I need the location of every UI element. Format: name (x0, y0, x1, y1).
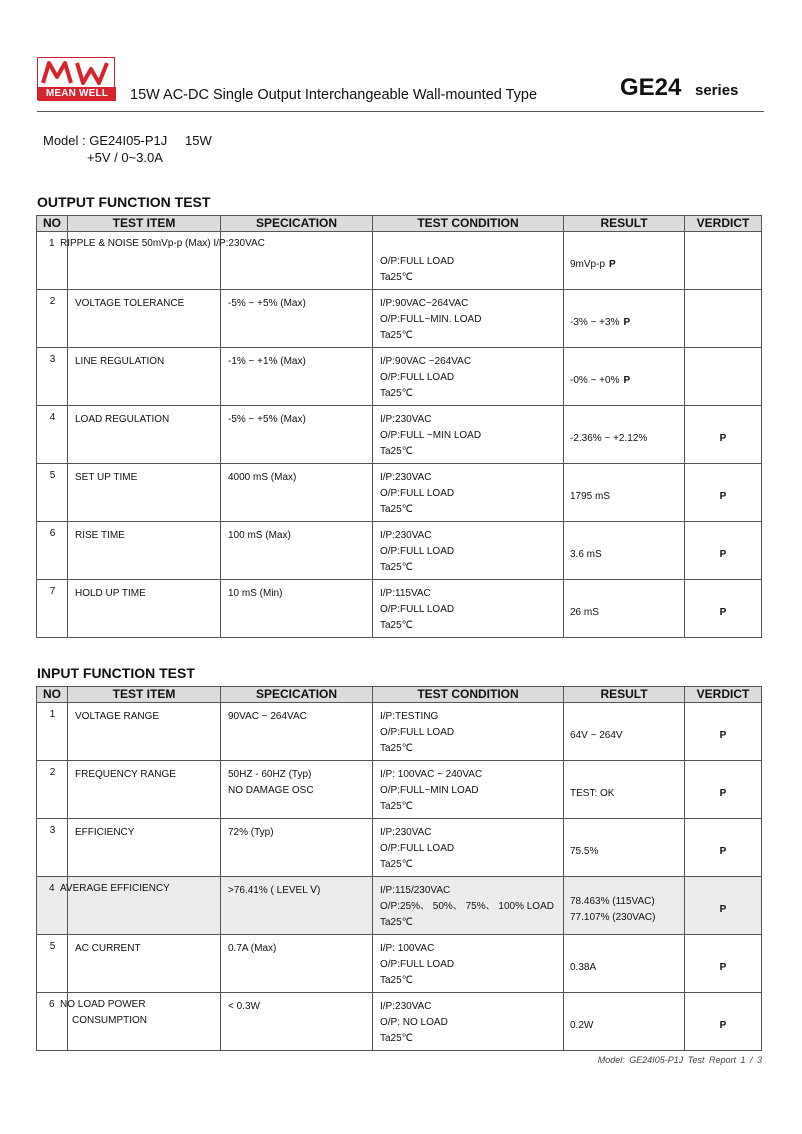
cell-no (37, 935, 68, 993)
test-item-text: NO LOAD POWER (60, 999, 146, 1010)
test-item-text: AC CURRENT (75, 943, 141, 954)
result-line: 1795 mS (570, 490, 611, 502)
cell-test-condition (373, 232, 564, 290)
condition-text (380, 296, 481, 344)
result-line: 77.107% (230VAC) (570, 911, 656, 923)
result-line: 26 mS (570, 606, 599, 618)
cell-verdict (685, 406, 762, 464)
row-number: 2 (49, 296, 56, 307)
result-line: 75.5% (570, 845, 599, 857)
table-row (37, 703, 762, 761)
cell-specification (221, 464, 373, 522)
specification-line: 4000 mS (Max) (228, 472, 297, 483)
cell-result (564, 406, 685, 464)
condition-line: Ta25℃ (380, 620, 413, 631)
result-line: 9mVp-p P (570, 258, 616, 270)
condition-line: O/P:FULL LOAD (380, 372, 455, 383)
condition-line: I/P:230VAC (380, 414, 432, 425)
condition-line: Ta25℃ (380, 859, 413, 870)
cell-test-condition (373, 993, 564, 1051)
specification-text (228, 883, 320, 899)
condition-line: Ta25℃ (380, 446, 413, 457)
condition-line: O/P:25%、 50%、 75%、 100% LOAD (380, 901, 554, 912)
result-text (570, 935, 596, 992)
cell-test-condition (373, 935, 564, 993)
cell-test-condition (373, 290, 564, 348)
row-number: 1 (49, 238, 55, 249)
cell-no (37, 522, 68, 580)
inline-verdict: P (623, 374, 631, 386)
inline-verdict: P (609, 258, 616, 270)
cell-result (564, 464, 685, 522)
test-item-text: RIPPLE & NOISE 50mVp-p (Max) I/P:230VAC (60, 238, 265, 249)
row-number: 7 (49, 586, 56, 597)
table-row (37, 580, 762, 638)
column-header: SPECICATION (221, 216, 373, 232)
cell-specification (221, 819, 373, 877)
cell-no (37, 406, 68, 464)
specification-text (228, 470, 296, 486)
condition-text (380, 883, 554, 931)
column-header: SPECICATION (221, 687, 373, 703)
cell-verdict (685, 580, 762, 638)
mw-logo-mark (39, 59, 113, 87)
specification-line: 100 mS (Max) (228, 530, 291, 541)
table-row (37, 232, 762, 290)
condition-line: I/P: 100VAC ~ 240VAC (380, 769, 483, 780)
row-number: 6 (49, 528, 56, 539)
verdict-text: P (719, 730, 727, 741)
input-function-table (36, 686, 762, 1051)
condition-line: O/P:FULL~MIN. LOAD (380, 314, 482, 325)
cell-result (564, 877, 685, 935)
cell-no (37, 464, 68, 522)
cell-verdict (685, 935, 762, 993)
cell-verdict (685, 761, 762, 819)
result-line: -2.36% ~ +2.12% (570, 432, 648, 444)
cell-result (564, 232, 685, 290)
condition-text (380, 412, 481, 460)
specification-line: NO DAMAGE OSC (228, 785, 314, 796)
specification-line: -1% ~ +1% (Max) (228, 356, 306, 367)
specification-text (228, 354, 306, 370)
condition-line: O/P:FULL LOAD (380, 488, 455, 499)
cell-no (37, 761, 68, 819)
table-header-row (37, 687, 762, 703)
cell-verdict (685, 232, 762, 290)
cell-result (564, 703, 685, 761)
column-header: TEST ITEM (68, 687, 221, 703)
column-header: TEST ITEM (68, 216, 221, 232)
table-row (37, 761, 762, 819)
test-item-text: VOLTAGE RANGE (75, 711, 160, 722)
specification-line: 50HZ - 60HZ (Typ) (228, 769, 312, 780)
result-text (570, 877, 655, 934)
table-row (37, 522, 762, 580)
result-line: TEST: OK (570, 787, 615, 799)
result-line: -0% ~ +0% P (570, 374, 631, 386)
result-text (570, 406, 647, 463)
cell-test-item (68, 935, 221, 993)
specification-text (228, 528, 291, 544)
cell-specification (221, 703, 373, 761)
cell-verdict (685, 290, 762, 348)
condition-line: Ta25℃ (380, 975, 413, 986)
condition-line: I/P:115VAC (380, 588, 431, 599)
condition-text (380, 354, 471, 402)
cell-test-condition (373, 819, 564, 877)
document-title: 15W AC-DC Single Output Interchangeable Wall-mounted Type (130, 87, 538, 103)
cell-result (564, 522, 685, 580)
table-row (37, 935, 762, 993)
cell-test-condition (373, 522, 564, 580)
result-text (570, 993, 593, 1050)
condition-text (380, 470, 454, 518)
result-line: 0.38A (570, 961, 597, 973)
verdict-text: P (719, 491, 727, 502)
table-row (37, 877, 762, 935)
condition-line: Ta25℃ (380, 917, 413, 928)
result-text (570, 819, 598, 876)
result-line: 0.2W (570, 1019, 594, 1031)
specification-text (228, 586, 282, 602)
specification-text (228, 296, 306, 312)
column-header: NO (37, 687, 68, 703)
series-name: GE24 (620, 74, 682, 101)
cell-no (37, 290, 68, 348)
cell-specification (221, 406, 373, 464)
condition-text (380, 999, 448, 1047)
cell-test-condition (373, 580, 564, 638)
specification-text (228, 941, 276, 957)
row-number-and-item (49, 236, 265, 252)
column-header: RESULT (564, 687, 685, 703)
cell-specification (221, 522, 373, 580)
condition-text (380, 528, 454, 576)
result-line: 64V ~ 264V (570, 729, 623, 741)
verdict-text: P (719, 846, 727, 857)
cell-verdict (685, 993, 762, 1051)
cell-test-item (68, 290, 221, 348)
specification-line: < 0.3W (228, 1001, 260, 1012)
condition-line: I/P:230VAC (380, 827, 432, 838)
cell-verdict (685, 703, 762, 761)
condition-text (380, 825, 454, 873)
condition-text (380, 767, 482, 815)
cell-specification (221, 580, 373, 638)
cell-no (37, 703, 68, 761)
cell-no (37, 580, 68, 638)
cell-test-condition (373, 406, 564, 464)
cell-test-condition (373, 348, 564, 406)
verdict-text: P (719, 788, 727, 799)
cell-result (564, 580, 685, 638)
condition-line: Ta25℃ (380, 388, 413, 399)
column-header: TEST CONDITION (373, 687, 564, 703)
condition-line: I/P:230VAC (380, 1001, 432, 1012)
row-number: 4 (49, 883, 55, 894)
test-item-text: AVERAGE EFFICIENCY (60, 883, 170, 894)
specification-line: 72% (Typ) (228, 827, 274, 838)
model-power: 15W (185, 133, 212, 148)
table-row (37, 406, 762, 464)
condition-line: O/P:FULL LOAD (380, 843, 455, 854)
condition-line: I/P:230VAC (380, 472, 432, 483)
test-item-text: RISE TIME (75, 530, 125, 541)
verdict-text: P (719, 962, 727, 973)
table-row (37, 819, 762, 877)
specification-line: 10 mS (Min) (228, 588, 283, 599)
specification-line: >76.41% ( LEVEL Ⅴ) (228, 885, 321, 896)
specification-line: 0.7A (Max) (228, 943, 277, 954)
cell-test-item (68, 348, 221, 406)
condition-line (380, 238, 454, 254)
column-header: TEST CONDITION (373, 216, 564, 232)
test-item-text: SET UP TIME (75, 472, 138, 483)
cell-test-item (68, 580, 221, 638)
row-number-and-item (49, 881, 170, 897)
condition-line: O/P:FULL~MIN LOAD (380, 785, 479, 796)
condition-line: Ta25℃ (380, 743, 413, 754)
cell-specification (221, 935, 373, 993)
cell-specification (221, 877, 373, 935)
row-number: 2 (49, 767, 56, 778)
mean-well-logo (37, 57, 115, 100)
condition-line: Ta25℃ (380, 330, 413, 341)
cell-result (564, 935, 685, 993)
specification-text (228, 767, 314, 799)
row-number: 5 (49, 470, 56, 481)
condition-line: O/P:FULL LOAD (380, 727, 455, 738)
condition-line: Ta25℃ (380, 562, 413, 573)
condition-line: Ta25℃ (380, 801, 413, 812)
cell-test-condition (373, 464, 564, 522)
condition-line: Ta25℃ (380, 1033, 413, 1044)
condition-line: I/P:90VAC ~264VAC (380, 356, 472, 367)
test-item-text: FREQUENCY RANGE (75, 769, 176, 780)
verdict-text: P (719, 1020, 727, 1031)
condition-text (380, 238, 454, 286)
cell-test-item (68, 703, 221, 761)
specification-line: 90VAC ~ 264VAC (228, 711, 307, 722)
cell-no (37, 348, 68, 406)
specification-text (228, 412, 306, 428)
column-header: VERDICT (685, 687, 762, 703)
cell-result (564, 819, 685, 877)
condition-line: I/P: 100VAC (380, 943, 435, 954)
model-rating: +5V / 0~3.0A (87, 150, 163, 165)
specification-line: -5% ~ +5% (Max) (228, 298, 306, 309)
verdict-text: P (719, 904, 727, 915)
condition-line: O/P:FULL ~MIN LOAD (380, 430, 482, 441)
series-suffix: series (695, 82, 739, 99)
test-item-text: LOAD REGULATION (75, 414, 170, 425)
row-number: 6 (49, 999, 55, 1010)
cell-test-condition (373, 877, 564, 935)
cell-no (37, 877, 170, 935)
page-footer: Model: GE24I05-P1J Test Report 1 / 3 (597, 1055, 762, 1065)
condition-line: O/P:FULL LOAD (380, 256, 455, 267)
row-number: 5 (49, 941, 56, 952)
cell-test-condition (373, 761, 564, 819)
cell-specification (221, 761, 373, 819)
condition-line: I/P:TESTING (380, 711, 439, 722)
specification-text (228, 825, 274, 841)
cell-specification (221, 290, 373, 348)
cell-verdict (685, 819, 762, 877)
result-text (570, 290, 630, 347)
row-number-and-item (49, 997, 147, 1029)
cell-test-item (68, 761, 221, 819)
condition-text (380, 941, 454, 989)
condition-line: O/P:FULL LOAD (380, 959, 455, 970)
condition-line: I/P:90VAC~264VAC (380, 298, 469, 309)
column-header: NO (37, 216, 68, 232)
table-row (37, 464, 762, 522)
condition-line: I/P:230VAC (380, 530, 432, 541)
result-line: 78.463% (115VAC) (570, 895, 655, 907)
cell-no (37, 232, 265, 290)
condition-line: O/P: NO LOAD (380, 1017, 448, 1028)
verdict-text: P (719, 433, 727, 444)
cell-test-item (68, 819, 221, 877)
cell-specification (221, 993, 373, 1051)
specification-text (228, 999, 260, 1015)
specification-text (228, 709, 307, 725)
table-header-row (37, 216, 762, 232)
verdict-text: P (719, 607, 727, 618)
cell-test-item (68, 522, 221, 580)
result-text (570, 703, 623, 760)
row-number: 3 (49, 354, 56, 365)
inline-verdict: P (623, 316, 631, 328)
condition-line: I/P:115/230VAC (380, 885, 451, 896)
result-text (570, 580, 599, 637)
column-header: RESULT (564, 216, 685, 232)
verdict-text: P (719, 549, 727, 560)
row-number: 1 (49, 709, 56, 720)
result-text (570, 761, 614, 818)
output-function-table (36, 215, 762, 638)
cell-result (564, 761, 685, 819)
column-header: VERDICT (685, 216, 762, 232)
result-text (570, 348, 630, 405)
test-item-text-continued: CONSUMPTION (72, 1015, 147, 1026)
row-number: 3 (49, 825, 56, 836)
result-line: -3% ~ +3% P (570, 316, 631, 328)
table-row (37, 290, 762, 348)
header-divider (37, 111, 764, 112)
result-text (570, 232, 616, 289)
condition-line: Ta25℃ (380, 504, 413, 515)
cell-verdict (685, 522, 762, 580)
cell-test-condition (373, 703, 564, 761)
table-row (37, 348, 762, 406)
table-row (37, 993, 762, 1051)
cell-verdict (685, 348, 762, 406)
row-number: 4 (49, 412, 56, 423)
condition-line: O/P:FULL LOAD (380, 604, 455, 615)
condition-text (380, 586, 454, 634)
condition-line: O/P:FULL LOAD (380, 546, 455, 557)
cell-test-item (68, 406, 221, 464)
test-item-text: EFFICIENCY (75, 827, 135, 838)
cell-verdict (685, 464, 762, 522)
output-section-title: OUTPUT FUNCTION TEST (37, 194, 211, 210)
cell-result (564, 348, 685, 406)
test-item-text: VOLTAGE TOLERANCE (75, 298, 185, 309)
cell-verdict (685, 877, 762, 935)
condition-line: Ta25℃ (380, 272, 413, 283)
input-section-title: INPUT FUNCTION TEST (37, 665, 195, 681)
cell-specification (221, 348, 373, 406)
cell-result (564, 290, 685, 348)
logo-frame (37, 57, 115, 100)
specification-line: -5% ~ +5% (Max) (228, 414, 306, 425)
result-text (570, 522, 602, 579)
condition-text (380, 709, 454, 757)
model-number: Model : GE24I05-P1J (43, 133, 168, 148)
cell-no (37, 819, 68, 877)
cell-result (564, 993, 685, 1051)
result-text (570, 464, 610, 521)
logo-text: MEAN WELL (38, 87, 116, 101)
cell-test-item (68, 464, 221, 522)
cell-no (37, 993, 147, 1051)
test-item-text: HOLD UP TIME (75, 588, 146, 599)
result-line: 3.6 mS (570, 548, 602, 560)
test-item-text: LINE REGULATION (75, 356, 165, 367)
